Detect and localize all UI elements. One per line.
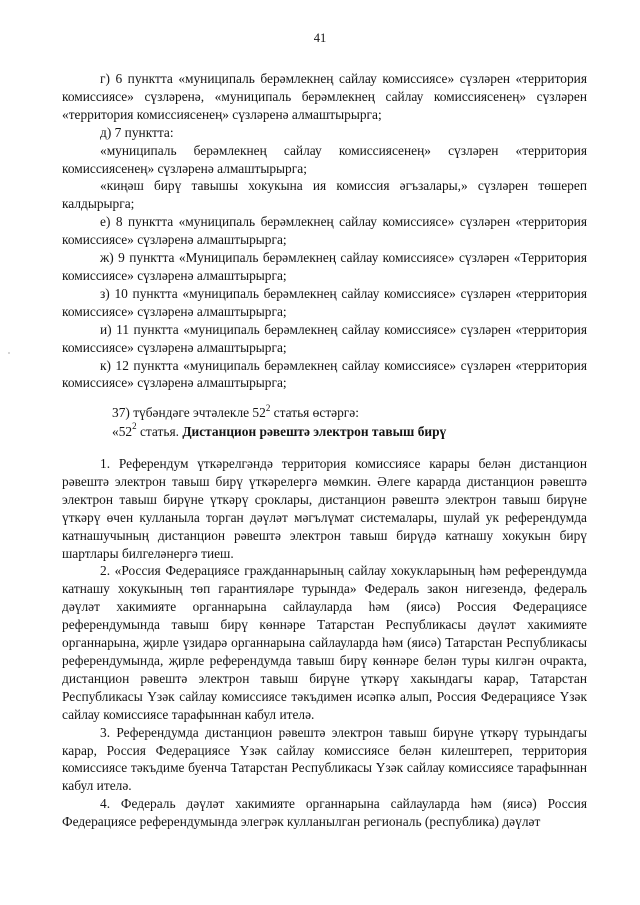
amendment-g: г) 6 пунктта «муниципаль берәмлекнең сайлау комиссиясе» сүзләрен «территория комиссиясе» сүзләренә, «муниципаль берәмлекнең сайлау комиссиясенең» сүзләрен «территория комиссиясенең» сүзләренә алмаштырырга; — [62, 71, 587, 122]
amendment-e: е) 8 пунктта «муниципаль берәмлекнең сайлау комиссиясе» сүзләрен «территория комиссиясе» сүзләренә алмаштырырга; — [62, 214, 587, 248]
item-37-text-post: статья өстәргә: — [270, 405, 359, 420]
article-body — [62, 455, 587, 831]
item-37-superscript: 2 — [265, 402, 271, 413]
item-37-text-pre: 37) түбәндәге эчтәлекле 52 — [112, 405, 266, 420]
article-heading-title: Дистанцион рәвештә электрон тавыш бирү — [182, 423, 447, 439]
item-37-block — [62, 404, 587, 441]
amendment-zh: ж) 9 пунктта «Муниципаль берәмлекнең сайлау комиссиясе» сүзләрен «Территория комиссиясе» сүзләренә алмаштырырга; — [62, 250, 587, 283]
article-paragraph-3: 3. Референдумда дистанцион рәвештә электрон тавыш бирүне үткәрү турындагы карар, Россия Федерациясе Үзәк сайлау комиссиясе белән килештереп, территория комиссиясе тәкъдиме буенча Татарстан Республикасы Үзәк сайлау комиссиясе тарафыннан кабул ителә. — [62, 724, 587, 794]
article-paragraph-4: 4. Федераль дәүләт хакимияте органнарына сайлауларда һәм (яисә) Россия Федерациясе референдумында элегрәк кулланылган региональ (республика) дәүләт — [62, 796, 587, 830]
amendment-d-intro: д) 7 пунктта: — [100, 124, 174, 140]
amendment-d-2: «киңәш бирү тавышы хокукына ия комиссия әгъзалары,» сүзләрен төшереп калдырырга; — [62, 178, 587, 212]
amendment-d-1: «муниципаль берәмлекнең сайлау комиссиясенең» сүзләрен «территория комиссиясенең» сүзләренә алмаштырырга; — [62, 142, 587, 176]
article-heading — [62, 423, 587, 441]
article-heading-pre: «52 — [112, 423, 133, 439]
amendments-block — [62, 70, 587, 392]
item-37-line — [62, 404, 587, 422]
article-heading-mid: статья. — [136, 423, 183, 439]
article-paragraph-2: 2. «Россия Федерациясе гражданнарының сайлау хокукларының һәм референдумда катнашу хокукының төп гарантияләре турында» Федераль закон нигезендә, федераль дәүләт хакимияте органнарына сайлауларда һәм (яисә) Россия Федерациясе референдумында тавыш бирү көннәре Татарстан Республикасы дәүләт хакимияте органнарына, җирле үзидарә органнарына сайлауларда һәм (яисә) Татарстан Республикасы референдумында, җирле референдумда тавыш бирү көннәре белән туры килгән очракта, дистанцион рәвештә электрон тавыш бирүне үткәрү хакындагы карар, Татарстан Республикасы Үзәк сайлау комиссиясе тәкъдимен исәпкә алып, Россия Федерациясе Үзәк сайлау комиссиясе тарафыннан кабул ителә. — [62, 563, 587, 722]
amendment-k: к) 12 пунктта «муниципаль берәмлекнең сайлау комиссиясе» сүзләрен «территория комиссиясе» сүзләренә алмаштырырга; — [62, 357, 587, 391]
article-paragraph-1: 1. Референдум үткәрелгәндә территория комиссиясе карары белән дистанцион рәвештә электрон тавыш бирү үткәрелергә мөмкин. Әлеге карарда дистанцион рәвештә электрон тавыш бирүне үткәрү сроклары, дистанцион рәвештә электрон тавыш бирүне үткәрү өчен кулланыла торган дәүләт мәгълүмат системалары, шулай ук референдумда катнашучының дистанцион рәвештә электрон тавыш бирүдә катнашу хокукын бирү шартлары билгеләнергә тиеш. — [62, 456, 587, 561]
amendment-i: и) 11 пунктта «муниципаль берәмлекнең сайлау комиссиясе» сүзләрен «территория комиссиясе» сүзләренә алмаштырырга; — [62, 321, 587, 355]
amendment-z: з) 10 пунктта «муниципаль берәмлекнең сайлау комиссиясе» сүзләрен «территория комиссиясе» сүзләренә алмаштырырга; — [62, 285, 587, 319]
page-number: 41 — [313, 31, 327, 45]
article-heading-superscript: 2 — [132, 421, 137, 432]
scan-speck — [8, 352, 10, 354]
